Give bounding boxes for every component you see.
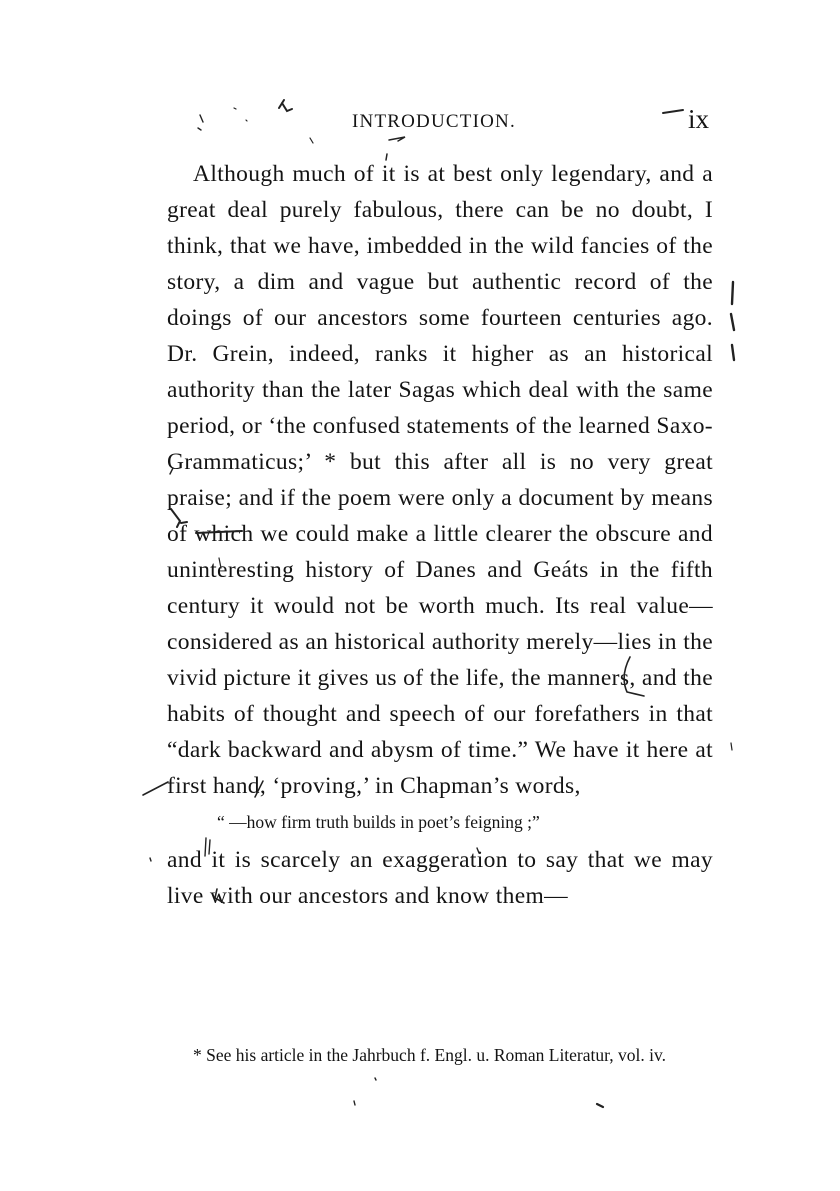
footnote-text: * See his article in the Jahrbuch f. Engl. u. Roman Literatur, vol. iv.	[193, 1045, 666, 1065]
pencil-mark	[150, 858, 151, 861]
pencil-mark	[597, 1104, 603, 1107]
pencil-mark	[663, 110, 683, 113]
pencil-mark	[354, 1078, 376, 1105]
pencil-mark	[198, 115, 203, 130]
running-header-title: INTRODUCTION.	[352, 111, 516, 132]
pencil-mark	[143, 782, 168, 795]
margin-line	[731, 282, 734, 360]
block-quote: “ —how firm truth builds in poet’s feigning ;”	[217, 812, 540, 832]
pencil-mark	[279, 100, 292, 111]
pencil-mark	[731, 743, 732, 750]
paragraph: and it is scarcely an exaggeration to say that we may live with our ancestors and know them—	[167, 847, 713, 909]
main-text	[167, 156, 713, 914]
paragraph: Although much of it is at best only legendary, and a great deal purely fabulous, there can be no doubt, I think, that we have, imbedded in the wild fancies of the story, a dim and vague but authentic record of the doings of our ancestors some fourteen centuries ago. Dr. Grein, indeed, ranks it higher as an historical authority than the later Sagas which deal with the same period, or ‘the confused statements of the learned Saxo-Grammaticus;’ * but this after all is no very great praise; and if the poem were only a document by means of which we could make a little clearer the obscure and uninteresting history of Danes and Geáts in the fifth century it would not be worth much. Its real value—considered as an historical authority merely—lies in the vivid picture it gives us of the life, the manners, and the habits of thought and speech of our forefathers in that “dark backward and abysm of time.” We have it here at first hand, ‘proving,’ in Chapman’s words,	[167, 161, 713, 799]
pencil-mark	[234, 108, 313, 143]
page-number: ix	[688, 104, 710, 134]
footnote	[167, 1043, 715, 1068]
